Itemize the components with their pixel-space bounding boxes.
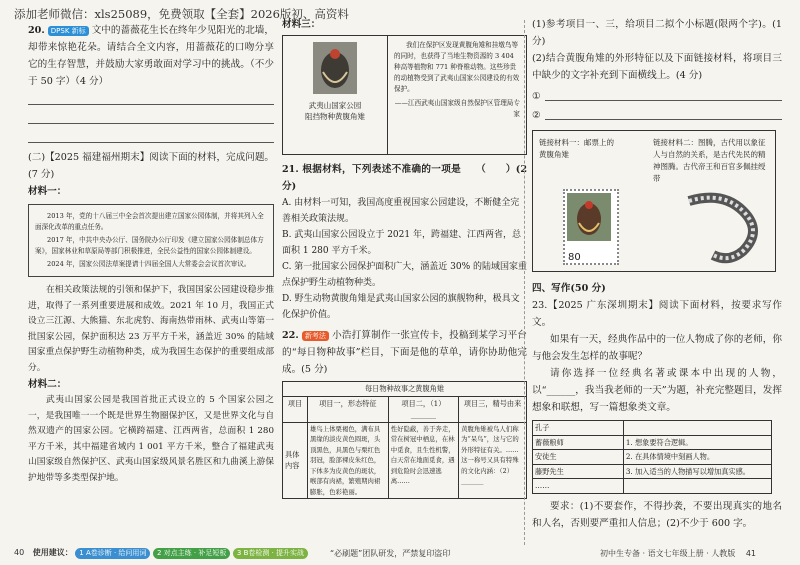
material-3-caption: 武夷山国家公园 阻挡物种黄腹角雉 — [305, 101, 365, 121]
table-header: 项目三，精号由来 — [459, 396, 527, 422]
material-2-label: 材料二： — [28, 379, 67, 390]
tip-text: 2. 在具体情境中刻画人物。 — [623, 450, 771, 465]
material-3-text-panel — [388, 36, 526, 154]
question-21: 21. 根据材料，下列表述不准确的一项是 （ ）(2 分) — [282, 164, 527, 192]
pheasant-stamp-icon — [565, 191, 613, 243]
watermark-text: 添加老师微信：xls25089，免费领取【全套】2026版初、高资料 — [14, 7, 349, 21]
blank-row-2 — [532, 105, 782, 124]
table-title: 每日物种故事之黄腹角雉 — [283, 382, 527, 397]
link-materials-box — [532, 130, 776, 272]
character-name: 孔子 — [533, 421, 624, 436]
character-name: 蓄薇粮师 — [533, 435, 624, 450]
step-pill-2: 2 对点主练 · 补足短板 — [153, 548, 230, 559]
section-2-title: (二)【2025 福建福州期末】阅读下面的材料，完成问题。(7 分) — [28, 152, 275, 180]
blank-marker-2: ② — [532, 110, 541, 121]
material-1-body: 在相关政策法规的引领和保护下，我国国家公园建设稳步推进，取得了一系列重要进展和成效。2021 年 10 月，我国正式设立三江源、大熊猫、东北虎豹、海南热带雨林、武夷山等第一批国家公园，保护面积达 23 万平方千米，涵盖近 30% 的陆域国家重点保护野生动植物种类，成为我国生态保护的重要组成部分。 — [28, 285, 274, 373]
ribbon-pattern-icon — [683, 191, 769, 265]
stamp-image — [563, 189, 619, 265]
dpsk-badge: DPSK 新标 — [48, 26, 89, 36]
material-1-box — [28, 204, 274, 277]
table-header: 项目二，（1）_______ — [388, 396, 458, 422]
character-name: 安徒生 — [533, 450, 624, 465]
link-material-2: 链接材料二：图腾，古代用以象征人与自然的关系，是古代先民的精神图腾。古代帝王和百官多佩挂绶带 — [653, 138, 766, 183]
right-footer — [600, 548, 756, 559]
material-1-p3: 2024 年，国家公园法草案提请十四届全国人大常委会会议首次审议。 — [47, 260, 251, 268]
material-3-text: 我们在保护区发现黄腹角雉和挂墩鸟等的同时，也获得了当地生物资源的 3 404 种高等植物和 771 种脊椎动物。这些珍贵的动植物受到了武夷山国家公园建设的有效保护。 — [394, 41, 520, 93]
answer-line[interactable] — [28, 90, 274, 105]
middle-footer: “必刷题”团队研发，严禁复印盗印 — [330, 549, 451, 558]
writing-section-title: 四、写作(50 分) — [532, 283, 606, 294]
material-2-body: 武夷山国家公园是我国首批正式设立的 5 个国家公园之一，是我国唯一一个既是世界生物圈保护区，又是世界文化与自然双遗产的国家公园。它横跨福建、江西两省，总面积 1 280 平方千米，其中福建省域内 1 001 平方千米，整合了福建武夷山国家级自然保护区、武夷山国家级风景名胜区和九曲溪上游保护地带等多类型保护地。 — [28, 395, 274, 483]
writing-requirements: 要求：(1)不要套作，不得抄袭，不要出现真实的地名和人名，否则要严重扣人信息；(2)不少于 600 字。 — [532, 500, 782, 529]
material-1-p1: 2013 年，党的十八届三中全会首次提出建立国家公园体制，并将其列入全面深化改革的重点任务。 — [35, 212, 264, 231]
option-d[interactable]: D. 野生动物黄腹角雉是武夷山国家公园的旗舰物种，极具文化保护价值。 — [282, 294, 520, 320]
tip-text — [623, 479, 771, 494]
usage-tip-label: 使用建议： — [32, 548, 73, 557]
question-22 — [282, 327, 527, 378]
question-20-text: 文中的蔷薇花生长在终年少见阳光的北墙，却带来惊艳花朵。请结合全文内容，用蔷薇花的口吻分享它的生存智慧，并鼓励大家勇敢面对学习中的挑战。（不少于 50 字）（4 分） — [28, 25, 274, 87]
step-pill-3: 3 B卷检测 · 提升实战 — [233, 548, 308, 559]
book-info: 初中生专备 · 语文七年级上册 · 人教版 — [600, 549, 736, 558]
middle-column — [282, 16, 527, 499]
tip-text — [623, 421, 771, 436]
table-cell[interactable]: 黄腹角雉被鸟人们称为“呆鸟”，这与它的外形特征有关。……这一称号又具有特殊的文化内涵：（2）_______ — [459, 422, 527, 499]
stamp-value: 80 — [568, 252, 581, 263]
table-row-label: 具体内容 — [283, 422, 308, 499]
material-3-label: 材料三： — [282, 19, 321, 30]
new-method-badge: 新考法 — [302, 331, 329, 341]
link-material-1: 链接材料一：邮票上的黄腹角雉 — [539, 138, 614, 159]
page-number-left: 40 — [14, 548, 25, 557]
tip-text: 1. 想象要符合逻辑。 — [623, 435, 771, 450]
material-3-quote: ——江西武夷山国家级自然保护区管理局专家 — [394, 99, 520, 118]
species-card-table — [282, 381, 527, 499]
table-header: 项目一，形态特征 — [308, 396, 389, 422]
character-notes-table — [532, 420, 772, 494]
subquestion-1: (1)参考项目一、三，给项目二拟个小标题(限两个字)。(1 分) — [532, 19, 782, 47]
blank-row-1 — [532, 86, 782, 105]
answer-line[interactable] — [545, 105, 782, 120]
left-footer — [14, 547, 308, 559]
option-b[interactable]: B. 武夷山国家公园设立于 2021 年，跨福建、江西两省，总面积 1 280 平方千米。 — [282, 230, 521, 256]
material-3-box — [282, 35, 527, 155]
question-20 — [28, 22, 274, 90]
blank-marker-1: ① — [532, 91, 541, 102]
material-1-label: 材料一： — [28, 186, 67, 197]
right-column — [532, 16, 782, 532]
material-1-p2: 2017 年，中共中央办公厅、国务院办公厅印发《建立国家公园体制总体方案》，国家林业和草原局等部门积极推进，全民公益性的国家公园体制建设。 — [35, 236, 264, 255]
table-cell[interactable]: 性好隐蔽，善于奔走，常在树冠中栖息，在林中觅食，且生性机警，白天常在地面觅食，遇到危险时会迅速逃离…… — [388, 422, 458, 499]
question-23-p1: 如果有一天，经典作品中的一位人物成了你的老师，你与他会发生怎样的故事呢？ — [532, 334, 782, 362]
left-column — [28, 22, 274, 486]
table-cell: 雄鸟上体栗褐色，满布具黑缘的淡皮黄色圆斑，头顶黑色，具黑色与栗红色羽冠，脸部裸皮朱红色，下体多为皮黄色的斑状，喉部有肉裙，繁殖期肉裙膨胀，色彩艳丽。 — [308, 422, 389, 499]
question-21-options — [282, 195, 527, 323]
option-c[interactable]: C. 第一批国家公园保护面积广大，涵盖近 30% 的陆域国家重点保护野生动植物种类。 — [282, 262, 528, 288]
material-3-image-panel — [283, 36, 388, 154]
gutter-divider — [524, 20, 525, 545]
answer-line[interactable] — [28, 109, 274, 124]
character-name: …… — [533, 479, 624, 494]
option-a[interactable]: A. 由材料一可知，我国高度重视国家公园建设，不断健全完善相关政策法规。 — [282, 198, 520, 224]
question-22-text: 小浩打算制作一张宣传卡，投稿到某学习平台的“每日物种故事”栏目，下面是他的草单，请你协助他完成。(5 分) — [282, 330, 527, 375]
step-pill-1: 1 A卷诊断 · 给问用词 — [75, 548, 150, 559]
question-22-number: 22. — [282, 330, 299, 341]
table-header: 项目 — [283, 396, 308, 422]
page-number-right: 41 — [745, 549, 756, 558]
answer-line[interactable] — [545, 86, 782, 101]
tip-text: 3. 加入适当的人物描写以增加真实感。 — [623, 464, 771, 479]
question-20-number: 20. — [28, 25, 45, 36]
character-name: 藤野先生 — [533, 464, 624, 479]
subquestion-2: (2)结合黄腹角雉的外形特征以及下面链接材料，将项目三中缺少的文字补充到下面横线上。(4 分) — [532, 53, 782, 81]
question-23: 23.【2025 广东深圳期末】阅读下面材料，按要求写作文。 — [532, 300, 782, 328]
pheasant-photo-icon — [313, 42, 357, 94]
question-23-p2: 请你选择一位经典名著或课本中出现的人物，以“______，我当我老师的一天”为题，补充完整题目，发挥想象和联想，写一篇想象类文章。 — [532, 368, 782, 413]
answer-line[interactable] — [28, 128, 274, 143]
